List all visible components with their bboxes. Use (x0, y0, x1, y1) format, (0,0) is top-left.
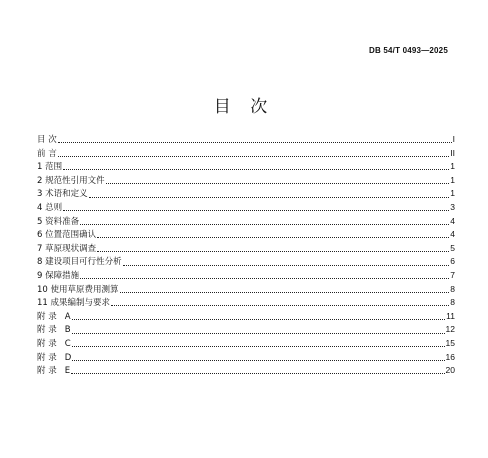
toc-entry-label: 8 建设项目可行性分析 (37, 257, 122, 268)
toc-entry-label: 附 录 E (37, 366, 71, 377)
toc-dot-leader (89, 197, 450, 198)
toc-dot-leader (72, 360, 444, 361)
toc-entry-page: 7 (450, 269, 455, 280)
toc-dot-leader (63, 169, 449, 170)
toc-entry[interactable] (37, 337, 455, 351)
toc-entry-label: 7 草原现状调查 (37, 243, 97, 254)
toc-entry[interactable] (37, 310, 455, 324)
toc-entry[interactable] (37, 323, 455, 337)
toc-entry-page: 15 (445, 337, 455, 348)
toc-entry-label: 3 术语和定义 (37, 189, 88, 200)
toc-dot-leader (80, 278, 449, 279)
toc-dot-leader (106, 183, 450, 184)
toc-dot-leader (63, 210, 449, 211)
toc-entry-page: 6 (450, 256, 455, 267)
toc-entry[interactable] (37, 147, 455, 161)
toc-entry[interactable] (37, 351, 455, 365)
toc-entry-label: 1 范围 (37, 162, 63, 173)
toc-entry-page: 16 (445, 351, 455, 362)
toc-entry-label: 附 录 D (37, 352, 72, 363)
toc-entry-label: 2 规范性引用文件 (37, 175, 105, 186)
toc-dot-leader (72, 333, 445, 334)
toc-entry-page: II (450, 147, 455, 158)
toc-entry[interactable] (37, 160, 455, 174)
toc-entry-label: 11 成果编制与要求 (37, 298, 111, 309)
toc-entry[interactable] (37, 296, 455, 310)
toc-entry-page: 20 (445, 365, 455, 376)
toc-entry-page: 1 (450, 174, 455, 185)
toc-dot-leader (123, 265, 450, 266)
toc-entry-page: 8 (450, 297, 455, 308)
toc-entry-label: 9 保障措施 (37, 270, 80, 281)
toc-entry-page: 3 (450, 201, 455, 212)
toc-dot-leader (58, 156, 450, 157)
toc-entry-label: 附 录 A (37, 311, 71, 322)
toc-entry-page: 5 (450, 242, 455, 253)
toc-entry-page: 4 (450, 215, 455, 226)
toc-entry-label: 6 位置范围确认 (37, 230, 97, 241)
toc-entry-page: I (452, 134, 455, 144)
toc-entry[interactable] (37, 364, 455, 378)
toc-dot-leader (72, 319, 446, 320)
toc-entry[interactable] (37, 242, 455, 256)
document-code: DB 54/T 0493—2025 (368, 46, 448, 55)
toc-entry[interactable] (37, 269, 455, 283)
toc-entry[interactable] (37, 215, 455, 229)
toc-dot-leader (71, 373, 444, 374)
toc-entry-label: 目 次 (37, 135, 57, 145)
toc-entry-page: 4 (450, 229, 455, 240)
toc-dot-leader (97, 237, 449, 238)
toc-dot-leader (97, 251, 449, 252)
toc-entry-label: 附 录 B (37, 325, 71, 336)
page-title: 目 次 (213, 97, 275, 117)
toc-dot-leader (120, 292, 450, 293)
toc-entry[interactable] (37, 174, 455, 188)
toc-entry[interactable] (37, 201, 455, 215)
toc-dot-leader (111, 305, 449, 306)
toc-entry-page: 1 (450, 161, 455, 172)
toc-entry[interactable] (37, 228, 455, 242)
toc-list (37, 133, 455, 378)
toc-entry-page: 12 (445, 324, 455, 335)
toc-entry[interactable] (37, 187, 455, 201)
toc-entry-label: 10 使用草原费用测算 (37, 284, 119, 295)
toc-entry[interactable] (37, 133, 455, 147)
toc-entry-page: 8 (450, 283, 455, 294)
toc-entry-label: 5 资料准备 (37, 216, 80, 227)
toc-entry-label: 附 录 C (37, 338, 71, 349)
toc-dot-leader (80, 224, 449, 225)
toc-entry[interactable] (37, 255, 455, 269)
toc-dot-leader (72, 346, 445, 347)
toc-entry-page: 11 (446, 310, 455, 321)
toc-entry-label: 前 言 (37, 148, 57, 159)
toc-entry[interactable] (37, 283, 455, 297)
toc-entry-label: 4 总则 (37, 202, 63, 213)
toc-dot-leader (58, 142, 452, 143)
toc-entry-page: 1 (450, 188, 455, 199)
